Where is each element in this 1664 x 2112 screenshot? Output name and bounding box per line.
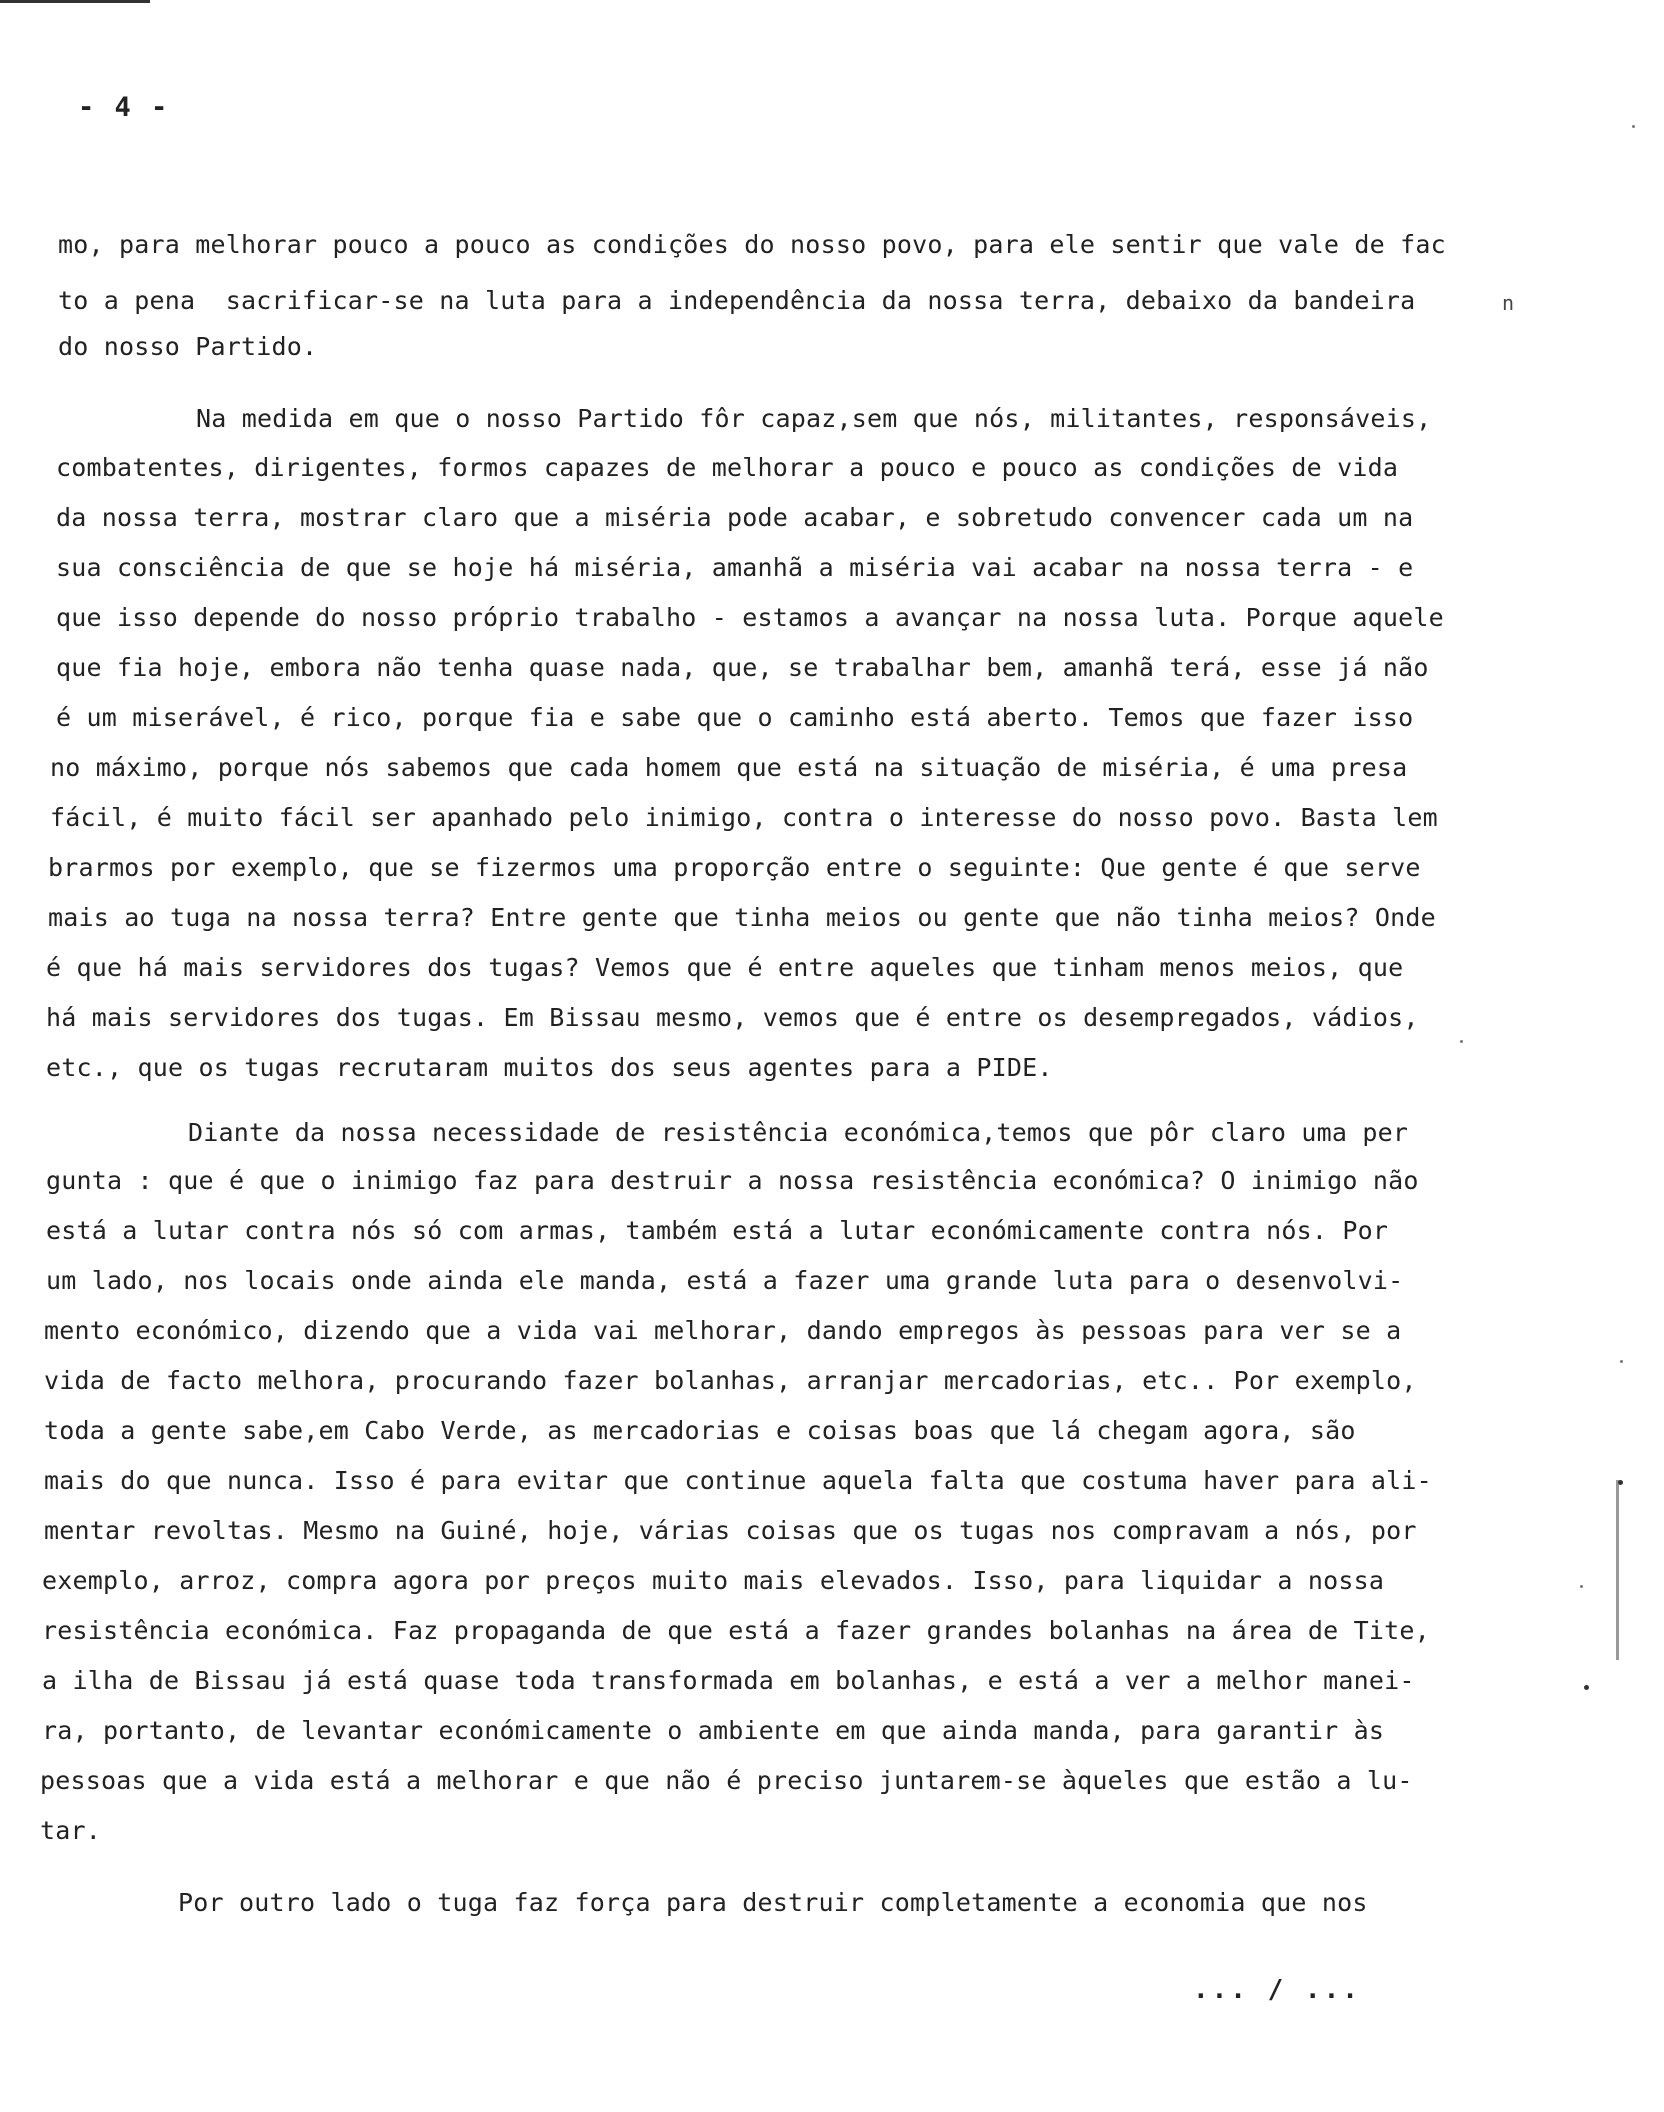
- text-line: que isso depende do nosso próprio trabalho - estamos a avançar na nossa luta. Porque aquele: [56, 603, 1444, 632]
- text-line: toda a gente sabe,em Cabo Verde, as mercadorias e coisas boas que lá chegam agora, são: [44, 1416, 1356, 1445]
- text-line: mento económico, dizendo que a vida vai melhorar, dando empregos às pessoas para ver se a: [44, 1316, 1402, 1345]
- text-line: sua consciência de que se hoje há miséria, amanhã a miséria vai acabar na nossa terra - e: [56, 553, 1414, 582]
- scan-speck: [1620, 1360, 1623, 1363]
- text-line: Na medida em que o nosso Partido fôr capaz,sem que nós, militantes, responsáveis,: [196, 404, 1432, 433]
- text-line: mo, para melhorar pouco a pouco as condições do nosso povo, para ele sentir que vale de fac: [58, 230, 1446, 259]
- text-line: Diante da nossa necessidade de resistência económica,temos que pôr claro uma per: [188, 1118, 1409, 1147]
- text-line: fácil, é muito fácil ser apanhado pelo inimigo, contra o interesse do nosso povo. Basta lem: [50, 803, 1438, 832]
- text-line: que fia hoje, embora não tenha quase nada, que, se trabalhar bem, amanhã terá, esse já não: [56, 653, 1429, 682]
- text-line: to a pena sacrificar-se na luta para a independência da nossa terra, debaixo da bandeira: [58, 286, 1416, 315]
- binding-hole-marks: [1616, 1480, 1619, 1660]
- text-line: no máximo, porque nós sabemos que cada homem que está na situação de miséria, é uma presa: [50, 753, 1408, 782]
- margin-note: n: [1502, 291, 1515, 315]
- text-line: do nosso Partido.: [58, 332, 318, 361]
- text-line: combatentes, dirigentes, formos capazes de melhorar a pouco e pouco as condições de vida: [56, 453, 1399, 482]
- text-line: há mais servidores dos tugas. Em Bissau mesmo, vemos que é entre os desempregados, vádios,: [46, 1003, 1419, 1032]
- text-line: brarmos por exemplo, que se fizermos uma proporção entre o seguinte: Que gente é que serve: [48, 853, 1421, 882]
- text-line: tar.: [40, 1816, 102, 1845]
- text-line: mentar revoltas. Mesmo na Guiné, hoje, várias coisas que os tugas nos compravam a nós, por: [44, 1516, 1417, 1545]
- continuation-marker: ... / ...: [1193, 1975, 1361, 2005]
- text-line: gunta : que é que o inimigo faz para destruir a nossa resistência económica? O inimigo não: [46, 1166, 1419, 1195]
- text-line: um lado, nos locais onde ainda ele manda, está a fazer uma grande luta para o desenvolvi-: [46, 1266, 1404, 1295]
- text-line: vida de facto melhora, procurando fazer bolanhas, arranjar mercadorias, etc.. Por exemplo,: [44, 1366, 1417, 1395]
- scan-speck: [1460, 1040, 1463, 1043]
- text-line: resistência económica. Faz propaganda de que está a fazer grandes bolanhas na área de Tite,: [42, 1616, 1430, 1645]
- scan-edge-rule: [0, 0, 150, 3]
- text-line: mais ao tuga na nossa terra? Entre gente que tinha meios ou gente que não tinha meios? Onde: [48, 903, 1436, 932]
- scan-speck: [1584, 1685, 1589, 1690]
- text-line: pessoas que a vida está a melhorar e que não é preciso juntarem-se àqueles que estão a lu-: [40, 1766, 1413, 1795]
- text-line: ra, portanto, de levantar económicamente o ambiente em que ainda manda, para garantir às: [42, 1716, 1385, 1745]
- scan-speck: [1618, 1480, 1623, 1485]
- text-line: etc., que os tugas recrutaram muitos dos seus agentes para a PIDE.: [46, 1053, 1053, 1082]
- page-number: - 4 -: [78, 92, 170, 123]
- text-line: Por outro lado o tuga faz força para destruir completamente a economia que nos: [178, 1888, 1368, 1917]
- text-line: está a lutar contra nós só com armas, também está a lutar económicamente contra nós. Por: [46, 1216, 1389, 1245]
- scan-speck: [1632, 125, 1635, 128]
- text-line: é um miserável, é rico, porque fia e sabe que o caminho está aberto. Temos que fazer isso: [56, 703, 1414, 732]
- text-line: exemplo, arroz, compra agora por preços muito mais elevados. Isso, para liquidar a nossa: [42, 1566, 1385, 1595]
- text-line: a ilha de Bissau já está quase toda transformada em bolanhas, e está a ver a melhor manei-: [42, 1666, 1415, 1695]
- scan-speck: [1580, 1585, 1583, 1588]
- text-line: da nossa terra, mostrar claro que a miséria pode acabar, e sobretudo convencer cada um na: [56, 503, 1414, 532]
- text-line: mais do que nunca. Isso é para evitar que continue aquela falta que costuma haver para ali-: [44, 1466, 1432, 1495]
- text-line: é que há mais servidores dos tugas? Vemos que é entre aqueles que tinham menos meios, que: [46, 953, 1404, 982]
